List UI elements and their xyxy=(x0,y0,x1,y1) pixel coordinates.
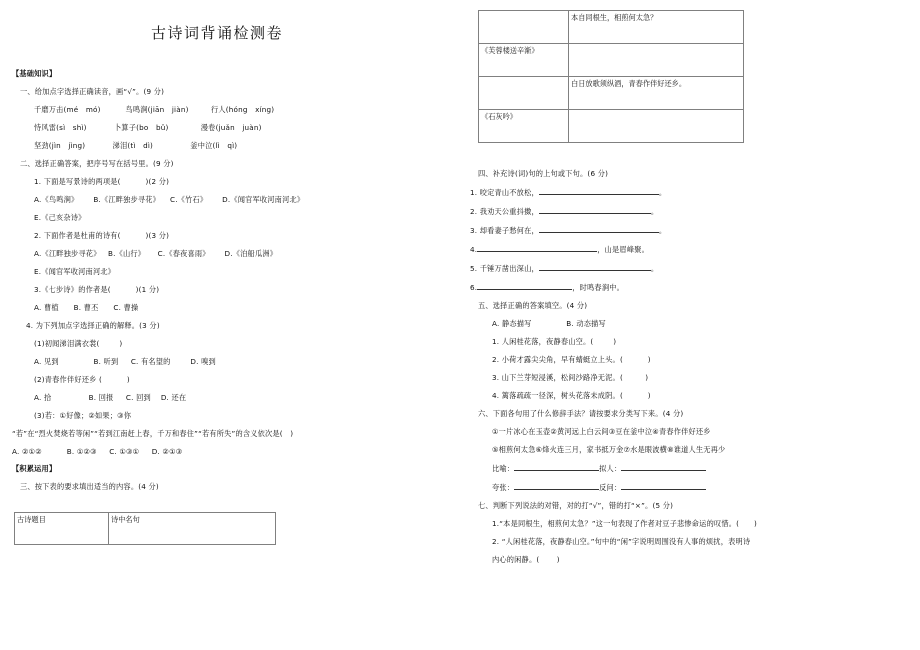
table-row xyxy=(479,77,744,110)
section-7-item-1[interactable]: 1.“本是同根生，相煎何太急？”这一句表现了作者对豆子悲惨命运的叹惜。( ) xyxy=(492,519,758,528)
q3-stem: 3.《七步诗》的作者是( )(1 分) xyxy=(34,285,160,294)
q4-item-3-options: A. ②①② B. ①②③ C. ①③① D. ②①③ xyxy=(12,447,183,456)
section-4-item-3 xyxy=(470,225,906,236)
item-prefix: 6. xyxy=(470,283,478,292)
item-suffix: ，时鸣春涧中。 xyxy=(572,283,624,292)
section-3-heading: 三、按下表的要求填出适当的内容。(4 分) xyxy=(20,482,159,491)
answer-blank[interactable] xyxy=(621,482,706,490)
section-7-heading: 七、判断下列说法的对错，对的打“√”，错的打“×”。(5 分) xyxy=(478,501,674,510)
section-5-item-1[interactable]: 1. 人闲桂花落，夜静春山空。( ) xyxy=(492,337,617,346)
section-5-item-3[interactable]: 3. 山下兰芽短浸溪，松间沙路净无泥。( ) xyxy=(492,373,649,382)
table-row xyxy=(479,44,744,77)
table-row xyxy=(479,11,744,44)
item-prefix: 3. 却看妻子愁何在， xyxy=(470,226,539,235)
section-6-blank-row-1 xyxy=(470,463,906,474)
q1-options-line-2: E.《己亥杂诗》 xyxy=(34,213,86,222)
section-6-heading: 六、下面各句用了什么修辞手法？请按要求分类写下来。(4 分) xyxy=(478,409,684,418)
section-7-item-2-line-1[interactable]: 2. “人闲桂花落，夜静春山空。”句中的“闲”字说明周围没有人事的烦扰，表明诗 xyxy=(492,537,751,546)
answer-blank[interactable] xyxy=(539,263,651,271)
item-suffix: 。 xyxy=(650,207,659,216)
q4-item-1-stem: (1)初闻涕泪满衣裳( ) xyxy=(34,339,123,348)
q4-item-3-question: “若”在“烈火焚烧若等闲”“若到江南赶上春，千万和春住”“若有所失”的含义依次是( ) xyxy=(12,429,294,438)
item-suffix: 。 xyxy=(658,188,667,197)
pinyin-row-3: 坚劲(jìn jìng) 涕泪(tì dì) 釜中泣(lì qì) xyxy=(34,141,238,150)
item-suffix: 。 xyxy=(650,264,659,273)
poem-title-cell[interactable]: 《芙蓉楼送辛渐》 xyxy=(479,44,569,77)
answer-blank[interactable] xyxy=(477,282,572,290)
item-prefix: 5. 千锤万凿出深山， xyxy=(470,264,539,273)
label-personification: 拟人： xyxy=(599,464,622,473)
item-prefix: 2. 我劝天公重抖擞， xyxy=(470,207,539,216)
section-6-sentences-line-1: ①一片冰心在玉壶②黄河远上白云间③豆在釜中泣④青春作伴好还乡 xyxy=(492,427,711,436)
section-5-item-4[interactable]: 4. 篱落疏疏一径深，树头花落未成阴。( ) xyxy=(492,391,651,400)
q4-item-1-options: A. 见到 B. 听到 C. 有名望的 D. 嗅到 xyxy=(34,357,216,366)
section-4-item-6 xyxy=(470,282,906,293)
label-rhetorical-question: 反问： xyxy=(599,483,622,492)
section-1-heading: 一、给加点字选择正确读音，画“√”。(9 分) xyxy=(20,87,165,96)
answer-blank[interactable] xyxy=(539,187,659,195)
section-5-heading: 五、选择正确的答案填空。(4 分) xyxy=(478,301,588,310)
right-column xyxy=(460,0,920,650)
q4-item-2-options: A. 拾 B. 回报 C. 回到 D. 还在 xyxy=(34,393,187,402)
q2-stem: 2. 下面作者是杜甫的诗有( )(3 分) xyxy=(34,231,170,240)
poem-quote-cell[interactable] xyxy=(569,110,744,143)
poem-quote-cell[interactable] xyxy=(569,44,744,77)
answer-blank[interactable] xyxy=(514,482,599,490)
part-heading-application: 【积累运用】 xyxy=(12,464,57,473)
item-prefix: 4. xyxy=(470,245,478,254)
q4-item-2-stem: (2)青春作伴好还乡 ( ) xyxy=(34,375,130,384)
label-metaphor: 比喻： xyxy=(492,464,515,473)
table-row xyxy=(15,513,276,545)
section-5-item-2[interactable]: 2. 小荷才露尖尖角，早有蜻蜓立上头。( ) xyxy=(492,355,651,364)
q3-options: A. 曹植 B. 曹丕 C. 曹操 xyxy=(34,303,139,312)
answer-blank[interactable] xyxy=(621,463,706,471)
section-5-options: A. 静态描写 B. 动态描写 xyxy=(492,319,606,328)
q4-stem: 4. 为下列加点字选择正确的解释。(3 分) xyxy=(26,321,160,330)
answer-blank[interactable] xyxy=(477,244,597,252)
section-7-item-2-line-2[interactable]: 内心的闲静。( ) xyxy=(492,555,560,564)
table-header-famous-line: 诗中名句 xyxy=(109,513,276,545)
section-2-heading: 二、选择正确答案，把序号写在括号里。(9 分) xyxy=(20,159,174,168)
poem-quote-cell[interactable]: 白日放歌须纵酒，青春作伴好还乡。 xyxy=(569,77,744,110)
section-4-heading: 四、补充诗(词)句的上句或下句。(6 分) xyxy=(478,169,609,178)
poem-quote-table xyxy=(478,10,744,143)
section-4-item-2 xyxy=(470,206,906,217)
answer-blank[interactable] xyxy=(539,206,651,214)
item-prefix: 1. 咬定青山不放松， xyxy=(470,188,539,197)
poem-title-cell[interactable] xyxy=(479,77,569,110)
item-suffix: 。 xyxy=(658,226,667,235)
answer-blank[interactable] xyxy=(514,463,599,471)
poem-quote-cell[interactable]: 本自同根生，相煎何太急？ xyxy=(569,11,744,44)
q1-stem: 1. 下面是写景诗的两项是( )(2 分) xyxy=(34,177,170,186)
label-hyperbole: 夸张： xyxy=(492,483,515,492)
section-6-sentences-line-2: ⑤相煎何太急⑥烽火连三月，家书抵万金⑦水是眼波横⑧谁道人生无再少 xyxy=(492,445,726,454)
q2-options-line-1: A.《江畔独步寻花》 B.《山行》 C.《春夜喜雨》 D.《泊船瓜洲》 xyxy=(34,249,278,258)
q1-options-line-1: A.《鸟鸣涧》 B.《江畔独步寻花》 C.《竹石》 D.《闻官军收河南河北》 xyxy=(34,195,305,204)
section-6-blank-row-2 xyxy=(470,482,906,493)
page-title: 古诗词背诵检测卷 xyxy=(150,24,283,42)
section-4-item-1 xyxy=(470,187,906,198)
item-suffix: ，山是眉峰聚。 xyxy=(597,245,649,254)
table-header-poem-title: 古诗题目 xyxy=(15,513,109,545)
poem-title-cell[interactable] xyxy=(479,11,569,44)
answer-blank[interactable] xyxy=(539,225,659,233)
part-heading-basics: 【基础知识】 xyxy=(12,69,57,78)
poem-fill-table xyxy=(14,512,276,545)
pinyin-row-2: 恃风雷(sì shì) 卜算子(bo bǔ) 漫卷(juǎn juàn) xyxy=(34,123,262,132)
section-4-item-5 xyxy=(470,263,906,274)
q4-item-3-stem: (3)若：①好像；②如果；③你 xyxy=(34,411,132,420)
poem-title-cell[interactable]: 《石灰吟》 xyxy=(479,110,569,143)
q2-options-line-2: E.《闻官军收河南河北》 xyxy=(34,267,116,276)
section-4-item-4 xyxy=(470,244,906,255)
pinyin-row-1: 千磨万击(mé mó) 鸟鸣涧(jiān jiàn) 行人(hóng xíng) xyxy=(34,105,275,114)
table-row xyxy=(479,110,744,143)
